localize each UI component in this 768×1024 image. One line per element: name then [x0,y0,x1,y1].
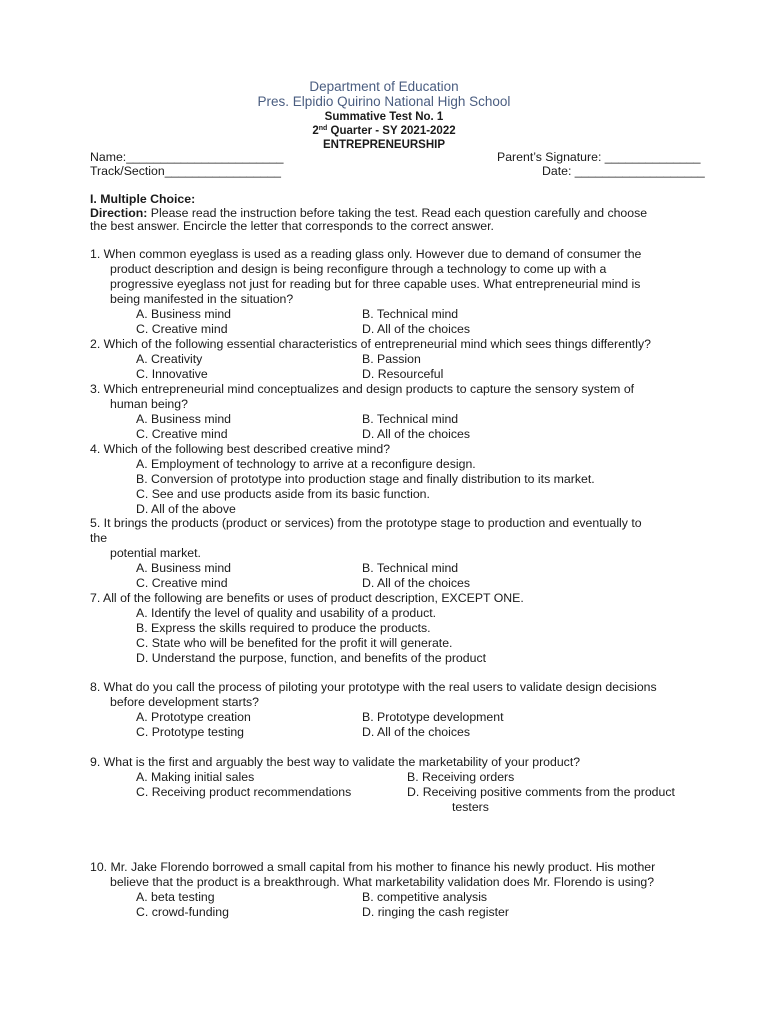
q7-option-a[interactable]: A. Identify the level of quality and usability of a product. [136,606,437,620]
q9-option-d[interactable]: D. Receiving positive comments from the product [407,785,675,799]
question-5-line-1: 5. It brings the products (product or services) from the prototype stage to production and eventually to [90,516,642,530]
q10-option-a[interactable]: A. beta testing [136,890,215,904]
q1-option-c[interactable]: C. Creative mind [136,322,228,336]
question-1-line-3: progressive eyeglass not just for reading but for three capable uses. What entrepreneurial mind is [110,277,641,291]
q1-option-d[interactable]: D. All of the choices [362,322,470,336]
quarter-suffix: nd [318,125,328,132]
q3-option-c[interactable]: C. Creative mind [136,427,228,441]
question-10-line-2: believe that the product is a breakthrough. What marketability validation does Mr. Florendo is using? [110,875,655,889]
test-title: Summative Test No. 1 [324,111,444,123]
q9-option-b[interactable]: B. Receiving orders [407,770,515,784]
question-3-line-1: 3. Which entrepreneurial mind conceptualizes and design products to capture the sensory system of [90,382,635,396]
q8-option-d[interactable]: D. All of the choices [362,725,470,739]
q2-option-a[interactable]: A. Creativity [136,352,203,366]
q2-option-c[interactable]: C. Innovative [136,367,208,381]
question-4-line-1: 4. Which of the following best described creative mind? [90,442,391,456]
q4-option-c[interactable]: C. See and use products aside from its basic function. [136,487,430,501]
q5-option-c[interactable]: C. Creative mind [136,576,228,590]
q10-option-c[interactable]: C. crowd-funding [136,905,229,919]
q10-option-b[interactable]: B. competitive analysis [362,890,488,904]
question-5-line-3: potential market. [110,546,201,560]
q8-option-c[interactable]: C. Prototype testing [136,725,244,739]
direction-label: Direction: [90,206,148,220]
quarter-number: 2 [312,125,319,137]
q4-option-a[interactable]: A. Employment of technology to arrive at a reconfigure design. [136,457,476,471]
question-8-line-1: 8. What do you call the process of piloting your prototype with the real users to validate design decisions [90,680,657,694]
direction-line-2: the best answer. Encircle the letter that corresponds to the correct answer. [90,219,494,233]
q4-option-d[interactable]: D. All of the above [136,502,236,516]
q3-option-b[interactable]: B. Technical mind [362,412,459,426]
q2-option-b[interactable]: B. Passion [362,352,421,366]
department-name: Department of Education [309,79,459,94]
subject-title: ENTREPRENEURSHIP [322,139,446,151]
date-field: Date: ___________________ [542,164,705,178]
q5-option-a[interactable]: A. Business mind [136,561,232,575]
q3-option-d[interactable]: D. All of the choices [362,427,470,441]
q8-option-b[interactable]: B. Prototype development [362,710,504,724]
q5-option-d[interactable]: D. All of the choices [362,576,470,590]
question-8-line-2: before development starts? [110,695,260,709]
q9-option-c[interactable]: C. Receiving product recommendations [136,785,352,799]
direction-text-1: Please read the instruction before taking the test. Read each question carefully and choose [147,206,648,220]
q9-option-a[interactable]: A. Making initial sales [136,770,255,784]
question-1-line-4: being manifested in the situation? [110,292,294,306]
question-7-line-1: 7. All of the following are benefits or uses of product description, EXCEPT ONE. [90,591,524,605]
question-1-line-1: 1. When common eyeglass is used as a reading glass only. However due to demand of consumer the [90,247,642,261]
q10-option-d[interactable]: D. ringing the cash register [362,905,509,919]
question-3-line-2: human being? [110,397,188,411]
parent-signature-field: Parent’s Signature: ______________ [497,150,701,164]
q3-option-a[interactable]: A. Business mind [136,412,232,426]
q1-option-a[interactable]: A. Business mind [136,307,232,321]
q7-option-c[interactable]: C. State who will be benefited for the profit it will generate. [136,636,453,650]
quarter-line [0,124,768,138]
name-field: Name:_______________________ [90,150,284,164]
q8-option-a[interactable]: A. Prototype creation [136,710,251,724]
school-name: Pres. Elpidio Quirino National High School [257,94,511,109]
q1-option-b[interactable]: B. Technical mind [362,307,459,321]
track-section-field: Track/Section_________________ [90,164,281,178]
q7-option-d[interactable]: D. Understand the purpose, function, and benefits of the product [136,651,487,665]
q2-option-d[interactable]: D. Resourceful [362,367,444,381]
question-10-line-1: 10. Mr. Jake Florendo borrowed a small capital from his mother to finance his newly product. His mother [90,860,656,874]
question-9-line-1: 9. What is the first and arguably the best way to validate the marketability of your product? [90,755,581,769]
quarter-rest: Quarter - SY 2021-2022 [327,125,456,137]
q9-option-d-continued: testers [452,800,489,814]
question-2-line-1: 2. Which of the following essential characteristics of entrepreneurial mind which sees things differently? [90,337,651,351]
q7-option-b[interactable]: B. Express the skills required to produce the products. [136,621,431,635]
question-1-line-2: product description and design is being reconfigure through a technology to come up with a [110,262,607,276]
question-5-line-2: the [90,531,108,545]
q5-option-b[interactable]: B. Technical mind [362,561,459,575]
q4-option-b[interactable]: B. Conversion of prototype into production stage and finally distribution to its market. [136,472,595,486]
section-title: I. Multiple Choice: [90,192,196,206]
